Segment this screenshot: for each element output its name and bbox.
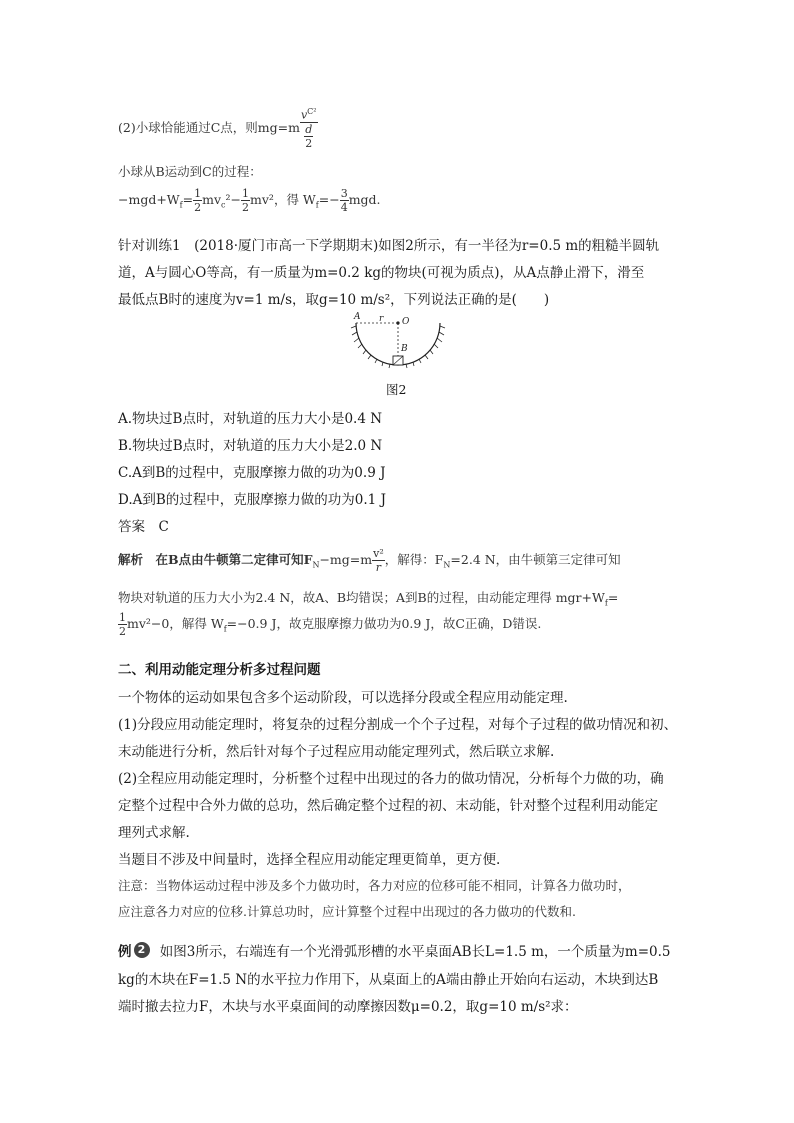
section-p3-line-2: 定整个过程中合外力做的总功，然后确定整个过程的初、末动能，针对整个过程利用动能定 bbox=[118, 798, 658, 814]
analysis-l1c: ，解得：F bbox=[384, 552, 444, 567]
analysis-l1a: 解析 在B点由牛顿第二定律可知F bbox=[118, 552, 313, 567]
half-den-2: 2 bbox=[242, 201, 250, 214]
analysis-fraction bbox=[372, 548, 385, 573]
example-l1: 如图3所示，右端连有一个光滑弧形槽的水平桌面AB长L=1.5 m，一个质量为m=0.5 bbox=[159, 944, 671, 960]
eq-equals-neg: =− bbox=[318, 192, 340, 207]
eq-mgd: mgd. bbox=[348, 192, 381, 207]
eq-mv2: mv²，得 W bbox=[250, 192, 316, 207]
drill-line-2: 道，A与圆心O等高，有一质量为m=0.2 kg的物块(可视为质点)，从A点静止滑下，滑至 bbox=[118, 265, 645, 281]
analysis-frac-num: v² bbox=[373, 547, 384, 560]
section-p2-line-1: (1)分段应用动能定理时，将复杂的过程分割成一个个子过程，对每个子过程的做功情况和初、 bbox=[118, 717, 678, 733]
option-d: D.A到B的过程中，克服摩擦力做的功为0.1 J bbox=[118, 492, 386, 508]
section-p1: 一个物体的运动如果包含多个运动阶段，可以选择分段或全程应用动能定理. bbox=[118, 690, 568, 706]
fraction-numerator: v bbox=[300, 108, 308, 122]
fraction-denominator-bottom: 2 bbox=[305, 136, 313, 150]
analysis-l3-end: =−0.9 J，故克服摩擦力做功为0.9 J，故C正确，D错误. bbox=[226, 616, 542, 631]
example-line-1 bbox=[118, 940, 670, 960]
drill-line-1: 针对训练1 (2018·厦门市高一下学期期末)如图2所示，有一半径为r=0.5 m的粗糙半圆轨 bbox=[118, 238, 660, 254]
tq-num: 3 bbox=[340, 187, 348, 200]
answer-line: 答案 C bbox=[118, 519, 169, 535]
eq-c-sub: c bbox=[221, 200, 226, 210]
analysis-l1b: −mg=m bbox=[319, 552, 373, 567]
analysis-half bbox=[118, 612, 127, 637]
section-p3-line-3: 理列式求解. bbox=[118, 825, 190, 841]
option-b: B.物块过B点时，对轨道的压力大小是2.0 N bbox=[118, 438, 383, 454]
example-number: 2 bbox=[134, 942, 150, 958]
eq-mvc: mv bbox=[202, 192, 222, 207]
solution-2-fraction bbox=[300, 108, 318, 149]
analysis-l1d: =2.4 N，由牛顿第三定律可知 bbox=[450, 552, 621, 567]
analysis-l1-sub: N bbox=[312, 560, 320, 570]
note-line-2: 应注意各力对应的位移.计算总功时，应计算整个过程中出现过的各力做功的代数和. bbox=[118, 904, 576, 919]
analysis-l2-sub: f bbox=[604, 598, 608, 608]
example-line-3: 端时撤去拉力F，木块与水平桌面间的动摩擦因数μ=0.2，取g=10 m/s²求： bbox=[118, 999, 578, 1015]
section-p3-line-1: (2)全程应用动能定理时，分析整个过程中出现过的各力的做功情况，分析每个力做的功，确 bbox=[118, 771, 664, 787]
eq-start: −mgd+W bbox=[118, 192, 180, 207]
fraction-numerator-sup: C² bbox=[307, 107, 317, 116]
analysis-l1-sub2: N bbox=[443, 560, 451, 570]
tq-den: 4 bbox=[340, 201, 348, 214]
half-fraction bbox=[193, 188, 202, 213]
half-den: 2 bbox=[194, 201, 202, 214]
solution-2-text: (2)小球恰能通过C点，则mg=m bbox=[118, 119, 300, 135]
figure-label-r: r bbox=[379, 314, 384, 324]
eq-equals: = bbox=[182, 192, 194, 207]
section-p4: 当题目不涉及中间量时，选择全程应用动能定理更简单，更方便. bbox=[118, 852, 501, 868]
analysis-line-1 bbox=[118, 548, 621, 573]
eq-sub: f bbox=[179, 200, 183, 210]
figure-label-a: A bbox=[354, 312, 361, 322]
note-line-1: 注意：当物体运动过程中涉及多个力做功时，各力对应的位移可能不相同，计算各力做功时， bbox=[118, 878, 631, 893]
figure-label-o: O bbox=[402, 317, 410, 327]
analysis-half-den: 2 bbox=[119, 625, 126, 638]
half-num: 1 bbox=[194, 187, 202, 200]
solution-process: 小球从B运动到C的过程： bbox=[118, 164, 262, 179]
fraction-denominator-top: d bbox=[305, 122, 313, 136]
option-c: C.A到B的过程中，克服摩擦力做的功为0.9 J bbox=[118, 465, 386, 481]
eq-wf-sub: f bbox=[315, 200, 319, 210]
analysis-l3: mv²−0，解得 W bbox=[127, 616, 224, 631]
figure-caption: 图2 bbox=[386, 382, 407, 397]
analysis-line-2 bbox=[118, 588, 618, 608]
analysis-frac-den: r bbox=[375, 561, 382, 574]
analysis-half-num: 1 bbox=[119, 611, 126, 624]
analysis-l2-end: = bbox=[607, 590, 619, 605]
center-point bbox=[396, 321, 399, 324]
half-num-2: 1 bbox=[242, 187, 250, 200]
analysis-l2: 物块对轨道的压力大小为2.4 N，故A、B均错误；A到B的过程，由动能定理得 mgr+W bbox=[118, 590, 605, 605]
section-heading: 二、利用动能定理分析多过程问题 bbox=[118, 662, 321, 678]
solution-2-intro bbox=[118, 108, 318, 149]
half-fraction-2 bbox=[241, 188, 250, 213]
drill-line-3: 最低点B时的速度为v=1 m/s，取g=10 m/s²，下列说法正确的是( ) bbox=[118, 292, 550, 308]
example-label: 例 bbox=[118, 944, 132, 960]
three-quarter-fraction bbox=[340, 188, 349, 213]
eq-minus: − bbox=[230, 192, 242, 207]
section-p2-line-2: 末动能进行分析，然后针对每个子过程应用动能定理列式，然后联立求解. bbox=[118, 744, 555, 760]
example-line-2: kg的木块在F=1.5 N的水平拉力作用下，从桌面上的A端由静止开始向右运动，木块到达B bbox=[118, 972, 659, 988]
option-a: A.物块过B点时，对轨道的压力大小是0.4 N bbox=[118, 411, 383, 427]
figure-label-b: B bbox=[401, 344, 408, 354]
solution-equation: $-mgd+W_f=$ $\frac{1}{2}$ $mv_c^2-$ $\frac{1}{2}$ mv²，得 $W_f=-$ $\frac{3}{4}$ mgd. bbox=[118, 187, 381, 214]
analysis-line-3 bbox=[118, 612, 541, 637]
analysis-l3-sub: f bbox=[223, 624, 227, 634]
example-badge bbox=[118, 940, 150, 960]
figure-2-diagram bbox=[348, 310, 448, 376]
